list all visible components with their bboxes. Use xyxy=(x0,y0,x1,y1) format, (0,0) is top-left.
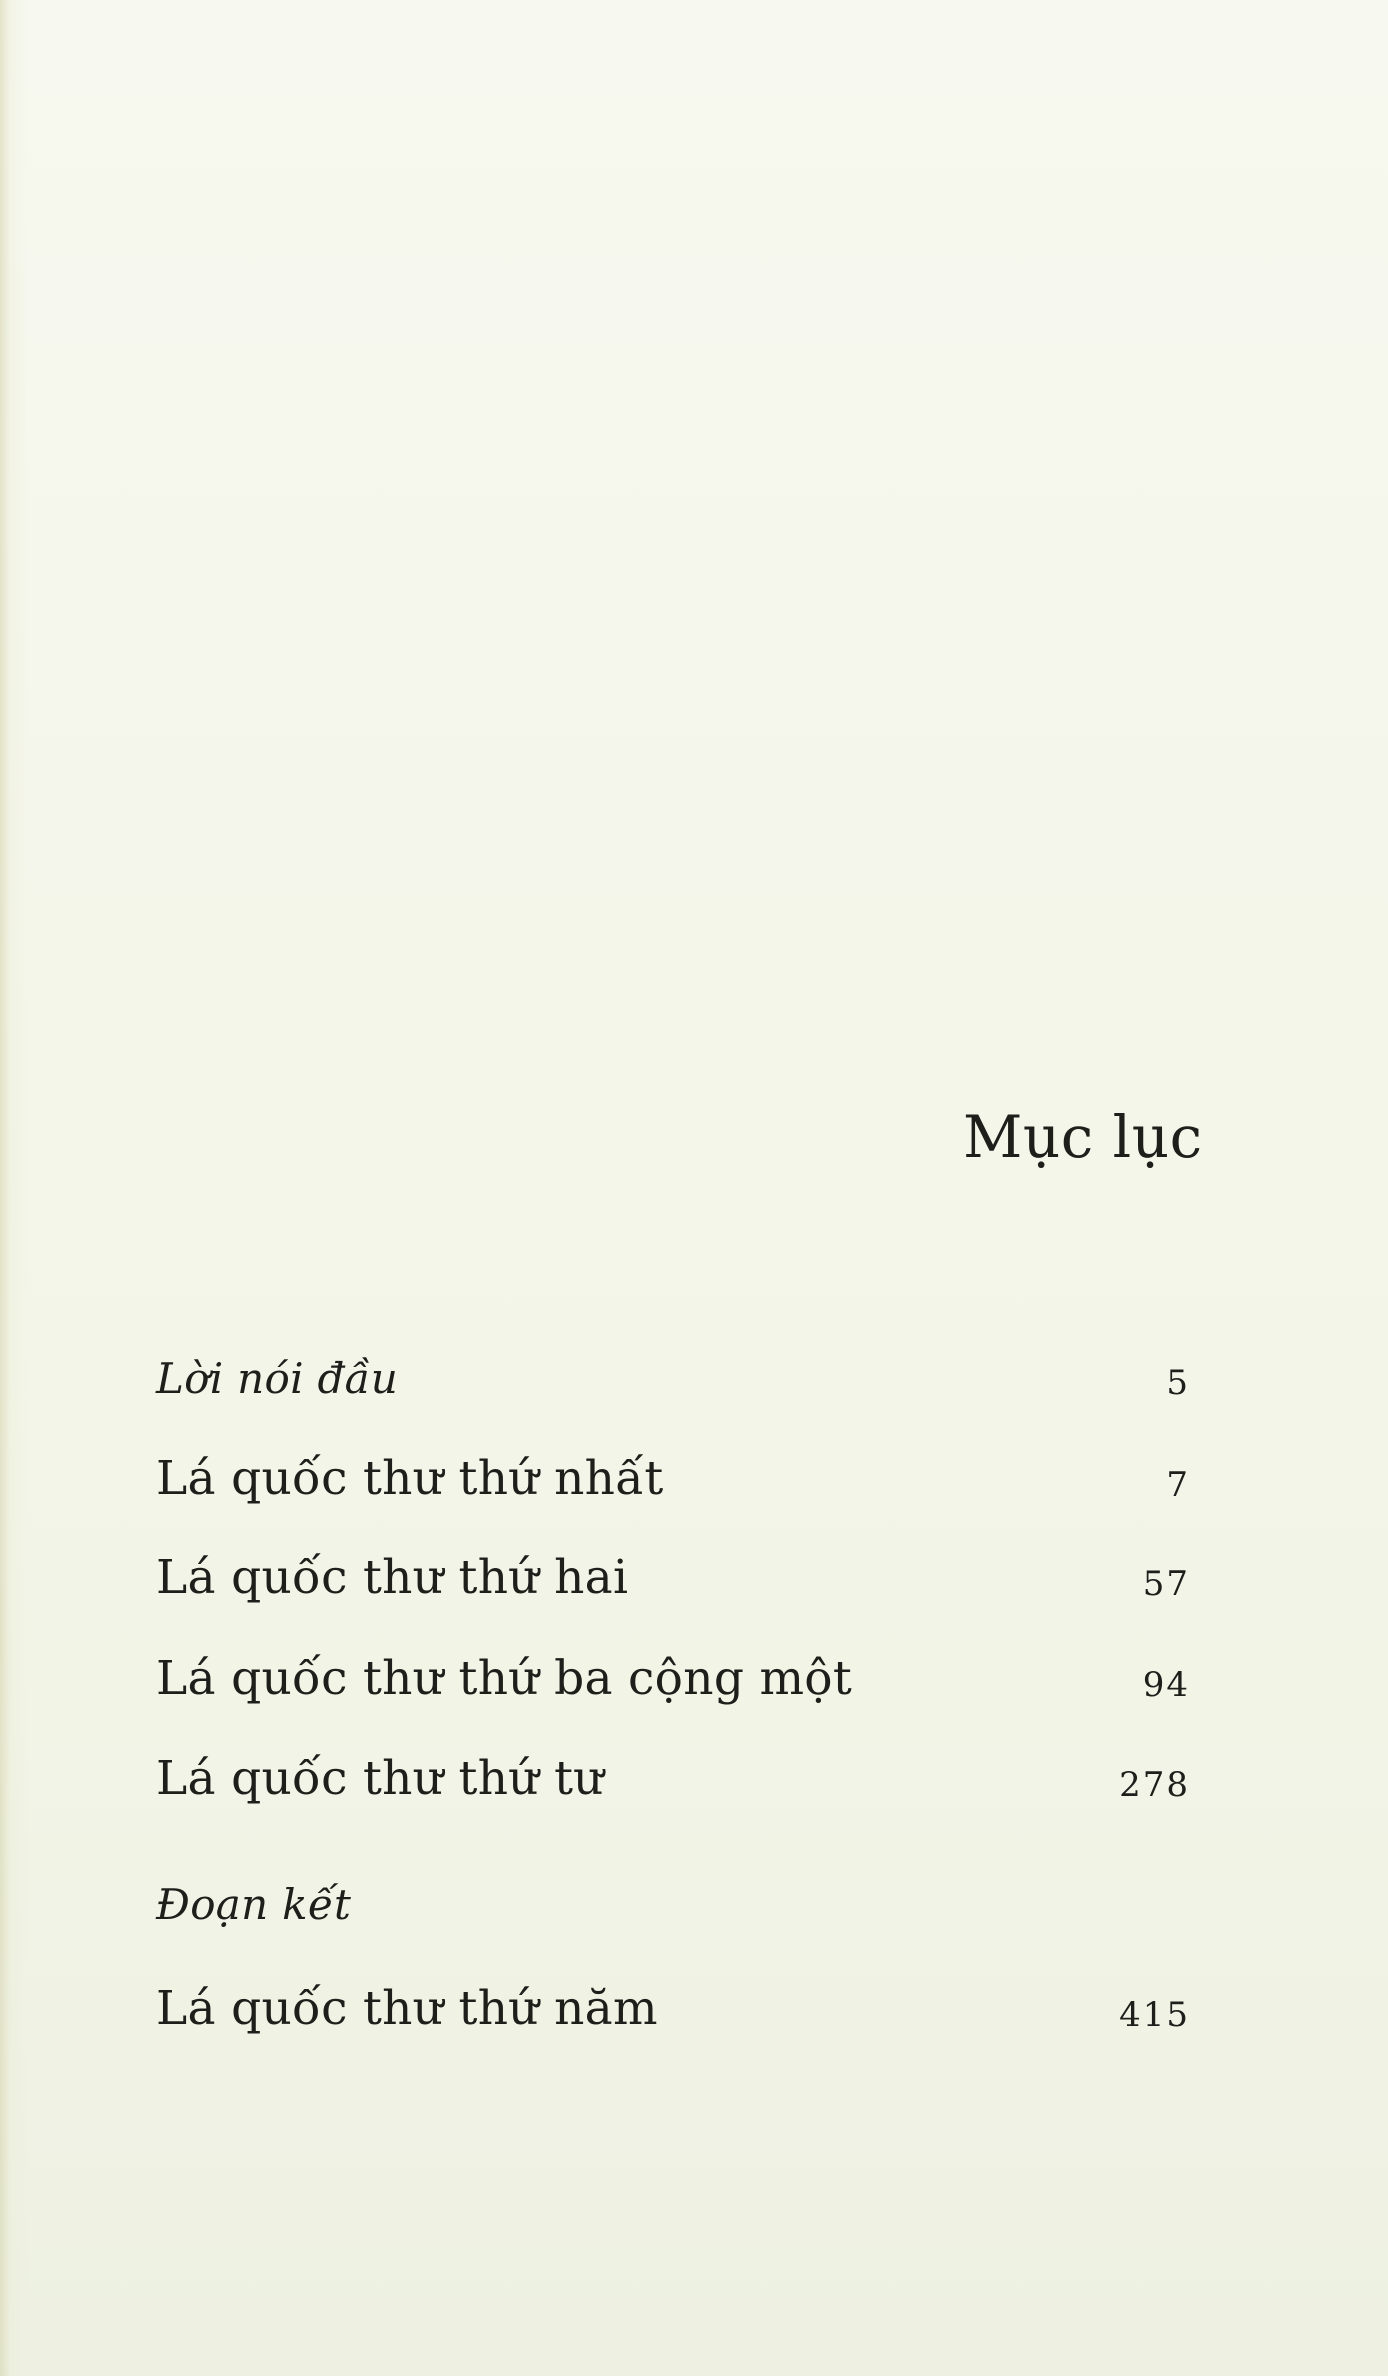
toc-entry xyxy=(156,1432,1190,1506)
toc-entry xyxy=(156,1632,1190,1706)
toc-entry xyxy=(156,1330,1190,1403)
toc-entry xyxy=(156,1531,1190,1605)
toc-entry-page: 57 xyxy=(1142,1564,1190,1604)
toc-entry-label: Lá quốc thư thứ ba cộng một xyxy=(156,1651,853,1706)
toc-entry-page: 415 xyxy=(1119,1995,1190,2035)
toc-entry-label: Lá quốc thư thứ năm xyxy=(156,1981,658,2036)
toc-section-heading xyxy=(156,1856,1190,1929)
toc-entry-page: 278 xyxy=(1119,1765,1190,1805)
toc-entry-page: 94 xyxy=(1142,1665,1190,1705)
toc-entry-label: Lá quốc thư thứ hai xyxy=(156,1550,629,1605)
toc-title: Mục lục xyxy=(963,1103,1203,1171)
toc-entry-page: 7 xyxy=(1166,1465,1190,1505)
toc-entry-label: Lời nói đầu xyxy=(156,1354,399,1403)
toc-entry-label: Đoạn kết xyxy=(156,1880,352,1929)
toc-entry-page: 5 xyxy=(1166,1363,1190,1403)
toc-entry xyxy=(156,1732,1190,1806)
toc-entry-label: Lá quốc thư thứ tư xyxy=(156,1751,604,1806)
toc-entry xyxy=(156,1962,1190,2036)
toc-entry-label: Lá quốc thư thứ nhất xyxy=(156,1451,664,1506)
